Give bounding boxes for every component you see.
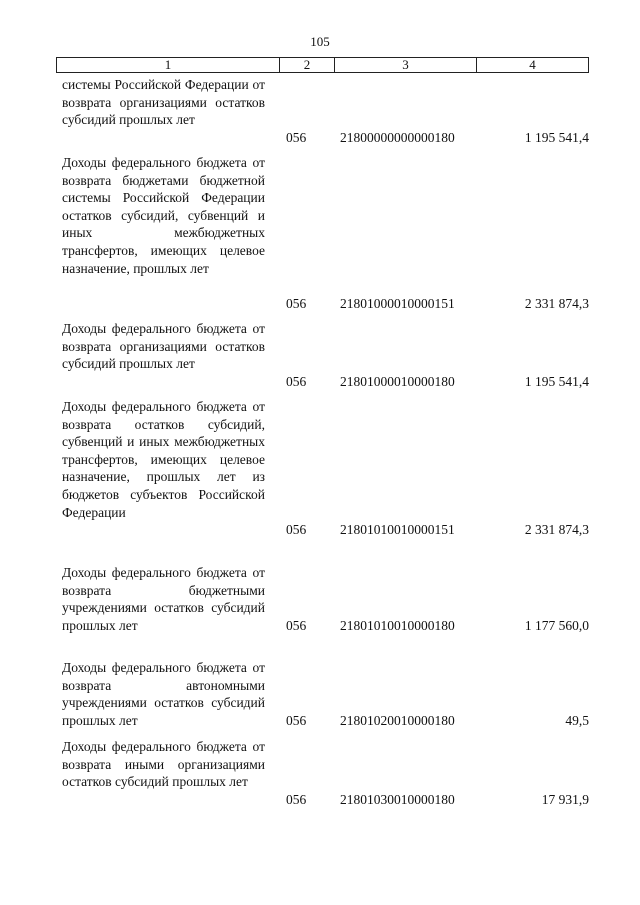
- header-col-4: 4: [477, 58, 589, 73]
- row-kbk: 21801010010000180: [340, 618, 455, 633]
- row-admin-code: 056: [286, 130, 307, 145]
- row-admin-code: 056: [286, 618, 307, 633]
- row-kbk: 21801020010000180: [340, 713, 455, 728]
- header-col-1: 1: [57, 58, 280, 73]
- header-col-2: 2: [280, 58, 335, 73]
- row-amount: 1 195 541,4: [524, 130, 589, 145]
- header-col-3: 3: [335, 58, 477, 73]
- row-admin-code: 056: [286, 792, 307, 807]
- row-admin-code: 056: [286, 522, 307, 537]
- row-kbk: 21801000010000180: [340, 374, 455, 389]
- row-description: Доходы федерального бюджета от возврата иными организациями остатков субсидий прошлых лет: [62, 739, 265, 790]
- page-number: 105: [310, 34, 330, 49]
- row-amount: 17 931,9: [541, 792, 589, 807]
- row-amount: 1 195 541,4: [524, 374, 589, 389]
- row-description: системы Российской Федерации от возврата организациями остатков субсидий прошлых лет: [62, 77, 265, 128]
- row-kbk: 21800000000000180: [340, 130, 455, 145]
- row-description: Доходы федерального бюджета от возврата организациями остатков субсидий прошлых лет: [62, 321, 265, 372]
- row-amount: 2 331 874,3: [524, 522, 589, 537]
- row-amount: 1 177 560,0: [524, 618, 589, 633]
- row-description: Доходы федерального бюджета от возврата остатков субсидий, субвенций и иных межбюджетных трансфертов, имеющих целевое назначение, прошлых лет из бюджетов субъектов Российской Федерации: [62, 399, 265, 520]
- row-kbk: 21801010010000151: [340, 522, 455, 537]
- table-header: [56, 57, 589, 73]
- row-kbk: 21801000010000151: [340, 296, 455, 311]
- row-admin-code: 056: [286, 713, 307, 728]
- row-description: Доходы федерального бюджета от возврата бюджетами бюджетной системы Российской Федерации остатков субсидий, субвенций и иных межбюджетных трансфертов, имеющих целевое назначение, прошлых лет: [62, 155, 265, 276]
- row-description: Доходы федерального бюджета от возврата бюджетными учреждениями остатков субсидий прошлых лет: [62, 565, 265, 633]
- row-description: Доходы федерального бюджета от возврата автономными учреждениями остатков субсидий прошлых лет: [62, 660, 265, 728]
- row-kbk: 21801030010000180: [340, 792, 455, 807]
- row-amount: 49,5: [565, 713, 589, 728]
- row-amount: 2 331 874,3: [524, 296, 589, 311]
- row-admin-code: 056: [286, 374, 307, 389]
- row-admin-code: 056: [286, 296, 307, 311]
